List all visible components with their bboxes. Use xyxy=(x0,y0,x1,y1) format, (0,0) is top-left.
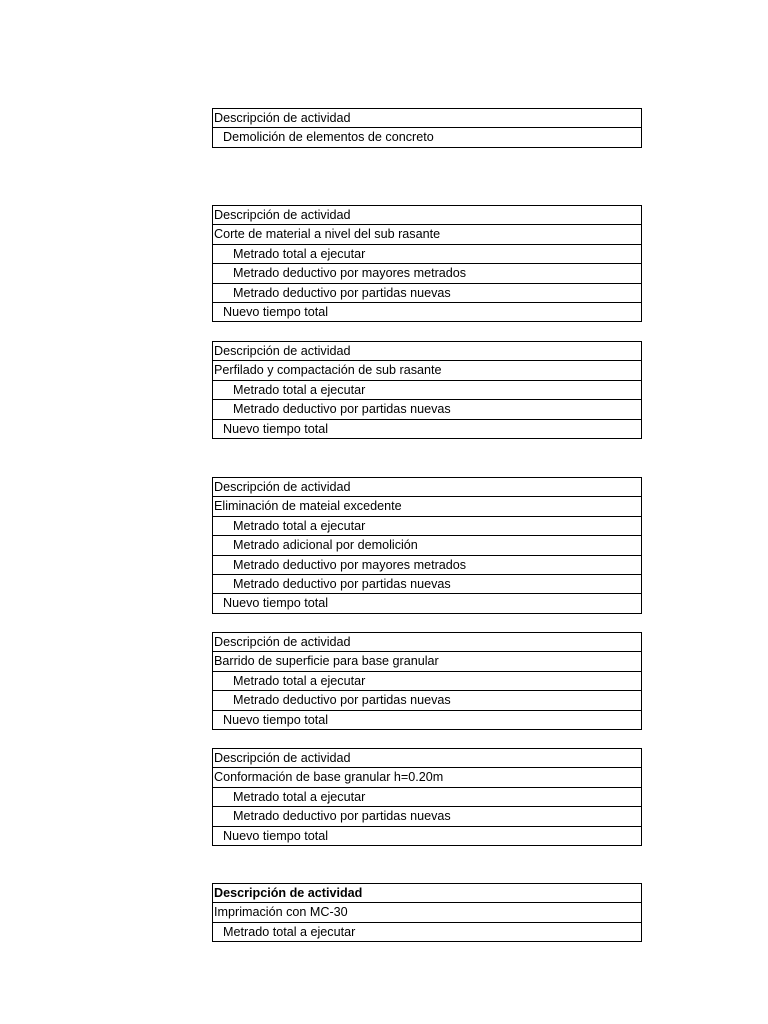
activity-table-corte xyxy=(212,205,642,322)
metrado-deductivo-partidas-row: Metrado deductivo por partidas nuevas xyxy=(213,400,641,419)
activity-table-perfilado xyxy=(212,341,642,439)
nuevo-tiempo-total-row: Nuevo tiempo total xyxy=(213,711,641,730)
metrado-deductivo-partidas-row: Metrado deductivo por partidas nuevas xyxy=(213,284,641,303)
activity-name-row: Demolición de elementos de concreto xyxy=(213,128,641,147)
metrado-adicional-row: Metrado adicional por demolición xyxy=(213,536,641,555)
nuevo-tiempo-total-row: Nuevo tiempo total xyxy=(213,827,641,846)
activity-name-row: Corte de material a nivel del sub rasante xyxy=(213,225,641,244)
table-header-row: Descripción de actividad xyxy=(213,749,641,768)
table-header-row: Descripción de actividad xyxy=(213,342,641,361)
metrado-deductivo-partidas-row: Metrado deductivo por partidas nuevas xyxy=(213,807,641,826)
metrado-deductivo-partidas-row: Metrado deductivo por partidas nuevas xyxy=(213,691,641,710)
metrado-total-row: Metrado total a ejecutar xyxy=(213,923,641,942)
metrado-total-row: Metrado total a ejecutar xyxy=(213,381,641,400)
activity-table-eliminacion xyxy=(212,477,642,614)
activity-table-imprimacion xyxy=(212,883,642,942)
activity-name-row: Imprimación con MC-30 xyxy=(213,903,641,922)
metrado-total-row: Metrado total a ejecutar xyxy=(213,245,641,264)
metrado-total-row: Metrado total a ejecutar xyxy=(213,672,641,691)
metrado-total-row: Metrado total a ejecutar xyxy=(213,517,641,536)
metrado-deductivo-partidas-row: Metrado deductivo por partidas nuevas xyxy=(213,575,641,594)
metrado-deductivo-mayores-row: Metrado deductivo por mayores metrados xyxy=(213,264,641,283)
table-header-row: Descripción de actividad xyxy=(213,109,641,128)
metrado-deductivo-mayores-row: Metrado deductivo por mayores metrados xyxy=(213,556,641,575)
metrado-total-row: Metrado total a ejecutar xyxy=(213,788,641,807)
activity-name-row: Perfilado y compactación de sub rasante xyxy=(213,361,641,380)
activity-table-barrido xyxy=(212,632,642,730)
table-header-row: Descripción de actividad xyxy=(213,478,641,497)
activity-name-row: Eliminación de mateial excedente xyxy=(213,497,641,516)
activity-name-row: Barrido de superficie para base granular xyxy=(213,652,641,671)
nuevo-tiempo-total-row: Nuevo tiempo total xyxy=(213,303,641,322)
nuevo-tiempo-total-row: Nuevo tiempo total xyxy=(213,420,641,439)
table-header-row: Descripción de actividad xyxy=(213,206,641,225)
table-header-row: Descripción de actividad xyxy=(213,884,641,903)
table-header-row: Descripción de actividad xyxy=(213,633,641,652)
activity-table-demolicion xyxy=(212,108,642,148)
activity-table-conformacion xyxy=(212,748,642,846)
activity-name-row: Conformación de base granular h=0.20m xyxy=(213,768,641,787)
nuevo-tiempo-total-row: Nuevo tiempo total xyxy=(213,594,641,613)
